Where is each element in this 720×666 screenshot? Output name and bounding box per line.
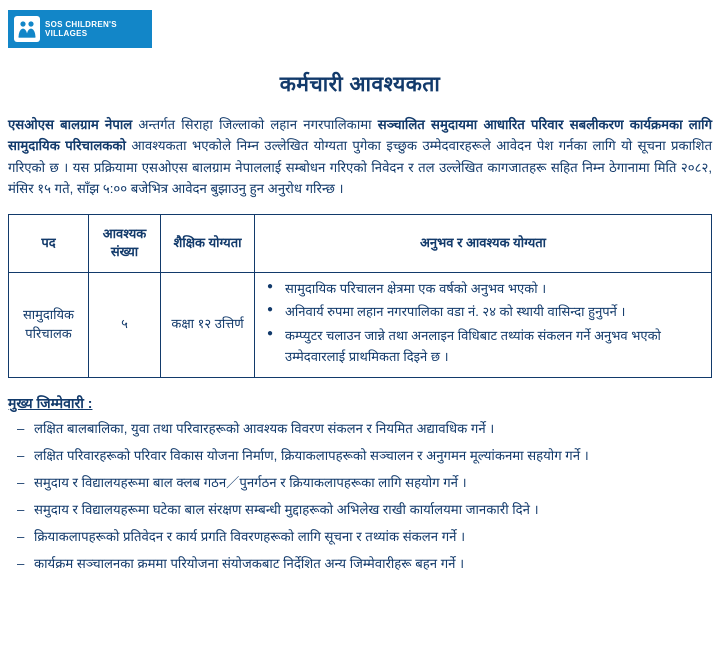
intro-paragraph — [8, 114, 712, 200]
brand-logo — [8, 10, 152, 48]
intro-org-name: एसओएस बालग्राम नेपाल — [8, 117, 133, 132]
list-item: – समुदाय र विद्यालयहरूमा बाल क्लब गठन／पुनर्गठन र क्रियाकलापहरूका लागि सहयोग गर्ने । — [34, 473, 712, 493]
table-row — [9, 272, 712, 377]
responsibilities-heading: मुख्य जिम्मेवारी : — [8, 394, 93, 411]
cell-post: सामुदायिक परिचालक — [9, 272, 89, 377]
experience-list — [261, 279, 705, 368]
list-item: – लक्षित बालबालिका, युवा तथा परिवारहरूको आवश्यक विवरण संकलन र नियमित अद्यावधिक गर्ने । — [34, 419, 712, 439]
list-item: – समुदाय र विद्यालयहरूमा घटेका बाल संरक्षण सम्बन्धी मुद्दाहरूको अभिलेख राखी कार्यालयमा जानकारी दिने । — [34, 500, 712, 520]
page-title: कर्मचारी आवश्यकता — [279, 73, 441, 96]
table-header-education: शैक्षिक योग्यता — [161, 214, 255, 272]
table-header-row — [9, 214, 712, 272]
vacancy-table — [8, 214, 712, 378]
cell-education: कक्षा १२ उत्तिर्ण — [161, 272, 255, 377]
list-item: ● सामुदायिक परिचालन क्षेत्रमा एक वर्षको अनुभव भएको । — [283, 279, 705, 300]
responsibilities-list — [8, 419, 712, 574]
list-item: ● कम्प्युटर चलाउन जान्ने तथा अनलाइन विधिबाट तथ्यांक संकलन गर्ने अनुभव भएको उम्मेदवारलाई प्राथमिकता दिइने छ । — [283, 326, 705, 368]
list-item: – कार्यक्रम सञ्चालनका क्रममा परियोजना संयोजकबाट निर्देशित अन्य जिम्मेवारीहरू बहन गर्ने । — [34, 554, 712, 574]
sos-children-villages-logo-icon — [14, 16, 40, 42]
intro-program-name: सञ्चालित समुदायमा आधारित परिवार सबलीकरण कार्यक्रमका लागि सामुदायिक परिचालकको — [8, 117, 712, 154]
table-header-post: पद — [9, 214, 89, 272]
brand-name-line1: SOS CHILDREN'S — [45, 19, 117, 29]
brand-name — [45, 20, 117, 38]
list-item: – क्रियाकलापहरूको प्रतिवेदन र कार्य प्रगति विवरणहरूको लागि सूचना र तथ्यांक संकलन गर्ने । — [34, 527, 712, 547]
brand-name-line2: VILLAGES — [45, 29, 88, 38]
intro-text-1: अन्तर्गत सिराहा जिल्लाको लहान नगरपालिकामा — [132, 117, 378, 132]
cell-experience — [255, 272, 712, 377]
table-header-number: आवश्यक संख्या — [89, 214, 161, 272]
intro-text-2: आवश्यकता भएकोले निम्न उल्लेखित योग्यता पुगेका इच्छुक उम्मेदवारहरूले आवेदन पेश गर्नका लागि यो सूचना प्रकाशित गरिएको छ । यस प्रक्रियामा एसओएस बालग्राम नेपाललाई सम्बोधन गरिएको निवेदन र तल उल्लेखित कागजातहरू सहित निम्न ठेगानामा मिति २०८२, मंसिर १५ गते, साँझ ५:०० बजेभित्र आवेदन बुझाउनु हुन अनुरोध गरिन्छ । — [8, 138, 712, 197]
list-item: ● अनिवार्य रुपमा लहान नगरपालिका वडा नं. २४ को स्थायी वासिन्दा हुनुपर्ने । — [283, 302, 705, 323]
cell-number: ५ — [89, 272, 161, 377]
table-header-experience: अनुभव र आवश्यक योग्यता — [255, 214, 712, 272]
list-item: – लक्षित परिवारहरूको परिवार विकास योजना निर्माण, क्रियाकलापहरूको सञ्चालन र अनुगमन मूल्यांकनमा सहयोग गर्ने । — [34, 446, 712, 466]
